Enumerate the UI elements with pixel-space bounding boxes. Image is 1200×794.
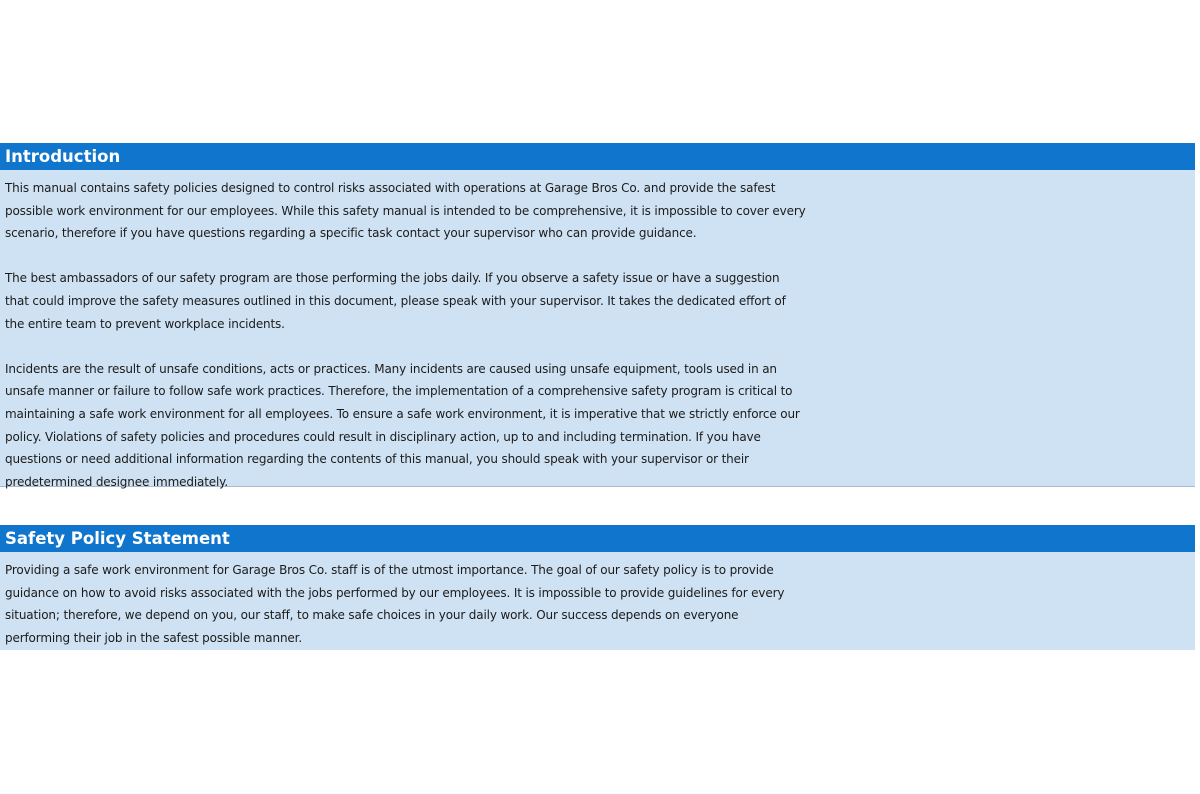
text-line: the entire team to prevent workplace incidents. (5, 316, 285, 331)
text-line: scenario, therefore if you have questions regarding a specific task contact your supervisor who can provide guidance. (5, 226, 697, 241)
text-line: situation; therefore, we depend on you, our staff, to make safe choices in your daily work. Our success depends on everyone (5, 608, 739, 623)
text-line: Providing a safe work environment for Garage Bros Co. staff is of the utmost importance. The goal of our safety policy is to provide (5, 563, 774, 577)
text-line: unsafe manner or failure to follow safe work practices. Therefore, the implementation of a comprehensive safety program is critical to (5, 384, 793, 399)
text-line: maintaining a safe work environment for all employees. To ensure a safe work environment, it is imperative that we strictly enforce our (5, 406, 800, 421)
safety-policy-paragraph (5, 559, 1195, 649)
text-line: questions or need additional information regarding the contents of this manual, you should speak with your supervisor or their (5, 452, 749, 467)
text-line: The best ambassadors of our safety program are those performing the jobs daily. If you observe a safety issue or have a suggestion (5, 271, 780, 286)
safety-policy-body (0, 552, 1195, 650)
introduction-paragraph-1 (5, 177, 1195, 245)
text-line: This manual contains safety policies designed to control risks associated with operations at Garage Bros Co. and provide the safest (5, 181, 776, 195)
safety-policy-heading: Safety Policy Statement (0, 525, 1195, 552)
text-line: policy. Violations of safety policies and procedures could result in disciplinary action, up to and including termination. If you have (5, 429, 761, 444)
text-line: guidance on how to avoid risks associated with the jobs performed by our employees. It is impossible to provide guidelines for every (5, 585, 785, 600)
introduction-paragraph-2 (5, 267, 1195, 335)
introduction-paragraph-3 (5, 358, 1195, 494)
text-line: Incidents are the result of unsafe conditions, acts or practices. Many incidents are caused using unsafe equipment, tools used in an (5, 361, 777, 376)
text-line: predetermined designee immediately. (5, 474, 229, 489)
text-line: possible work environment for our employees. While this safety manual is intended to be comprehensive, it is impossible to cover every (5, 203, 806, 218)
introduction-section (0, 143, 1195, 487)
text-line: that could improve the safety measures outlined in this document, please speak with your supervisor. It takes the dedicated effort of (5, 293, 786, 308)
text-line: performing their job in the safest possible manner. (5, 630, 302, 645)
introduction-body (0, 170, 1195, 487)
introduction-heading: Introduction (0, 143, 1195, 170)
safety-policy-section (0, 525, 1195, 650)
